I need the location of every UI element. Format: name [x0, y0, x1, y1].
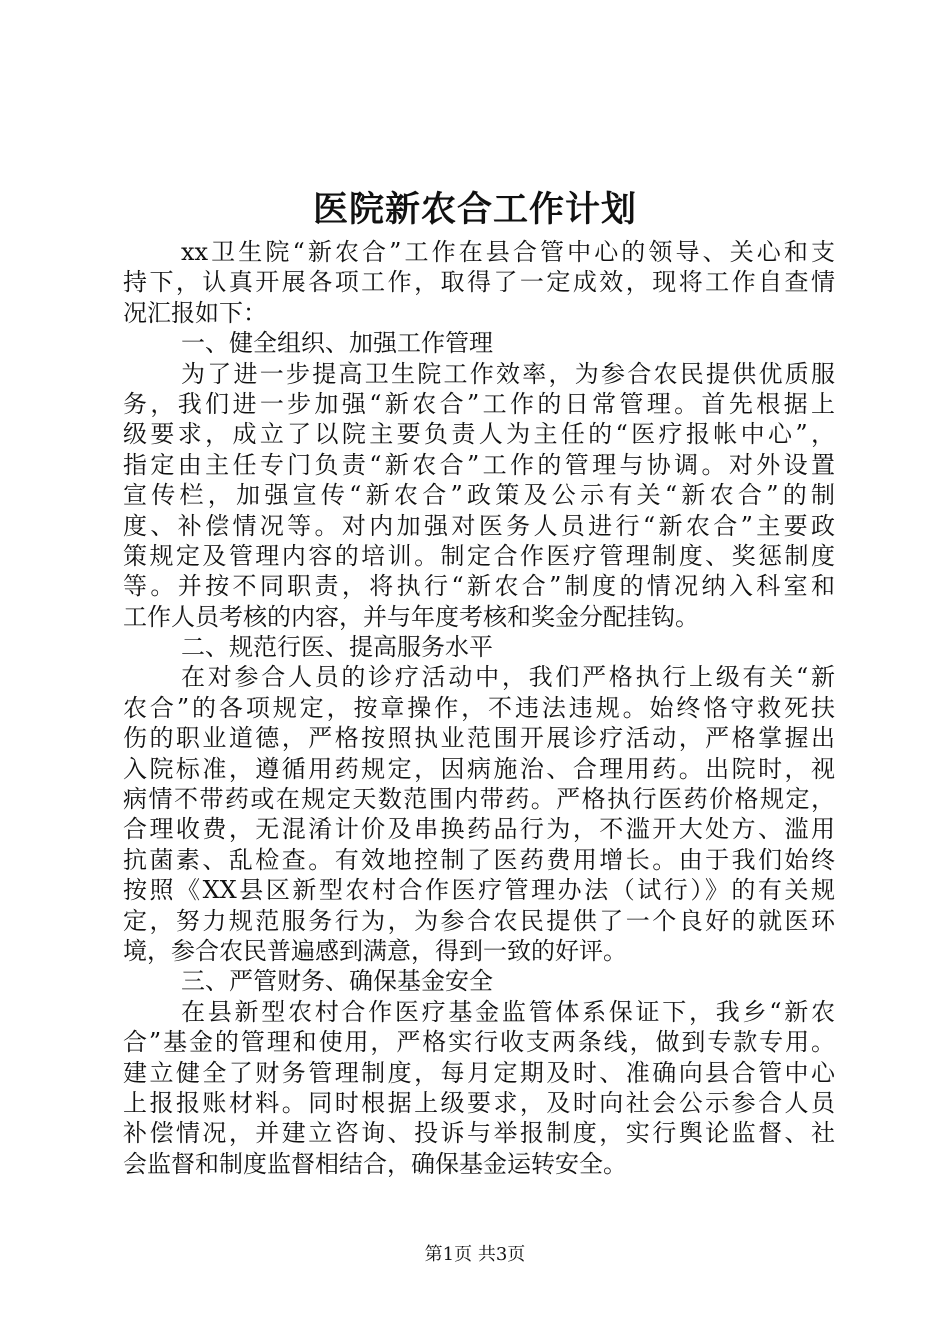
text-line: 级要求，成立了以院主要负责人为主任的“医疗报帐中心”，	[123, 420, 835, 449]
text-line: 工作人员考核的内容，并与年度考核和奖金分配挂钩。	[123, 602, 699, 631]
text-line: 务，我们进一步加强“新农合”工作的日常管理。首先根据上	[123, 389, 835, 418]
text-line: 合”基金的管理和使用，严格实行收支两条线，做到专款专用。	[123, 1028, 835, 1057]
text-line: 一、健全组织、加强工作管理	[181, 329, 493, 358]
text-line: xx卫生院“新农合”工作在县合管中心的领导、关心和支	[181, 238, 835, 266]
text-line: 补偿情况，并建立咨询、投诉与举报制度，实行舆论监督、社	[123, 1119, 835, 1148]
text-line: 指定由主任专门负责“新农合”工作的管理与协调。对外设置	[123, 450, 835, 479]
text-line: 伤的职业道德，严格按照执业范围开展诊疗活动，严格掌握出	[123, 724, 835, 753]
text-line: 上报报账材料。同时根据上级要求，及时向社会公示参合人员	[123, 1088, 835, 1117]
text-line: 按照《XX县区新型农村合作医疗管理办法（试行）》的有关规	[123, 876, 835, 905]
text-line: 合理收费，无混淆计价及串换药品行为，不滥开大处方、滥用	[123, 815, 835, 844]
text-line: 况汇报如下：	[123, 298, 267, 327]
text-line: 二、规范行医、提高服务水平	[181, 633, 493, 662]
text-line: 为了进一步提高卫生院工作效率，为参合农民提供优质服	[181, 359, 835, 388]
text-line: 在对参合人员的诊疗活动中，我们严格执行上级有关“新	[181, 663, 835, 692]
document-body	[123, 237, 835, 1179]
text-line: 抗菌素、乱检查。有效地控制了医药费用增长。由于我们始终	[123, 845, 835, 874]
text-line: 度、补偿情况等。对内加强对医务人员进行“新农合”主要政	[123, 511, 835, 540]
text-line: 入院标准，遵循用药规定，因病施治、合理用药。出院时，视	[123, 754, 835, 783]
page-footer: 第1页 共3页	[424, 1244, 526, 1265]
text-line: 在县新型农村合作医疗基金监管体系保证下，我乡“新农	[181, 997, 835, 1026]
text-line: 农合”的各项规定，按章操作，不违法违规。始终恪守救死扶	[123, 693, 835, 722]
text-line: 境，参合农民普遍感到满意，得到一致的好评。	[123, 936, 627, 965]
text-line: 定，努力规范服务行为，为参合农民提供了一个良好的就医环	[123, 906, 835, 935]
text-line: 持下，认真开展各项工作，取得了一定成效，现将工作自查情	[123, 268, 835, 297]
text-line: 病情不带药或在规定天数范围内带药。严格执行医药价格规定，	[123, 785, 835, 814]
document-title: 医院新农合工作计划	[312, 189, 637, 230]
text-line: 三、严管财务、确保基金安全	[181, 967, 493, 996]
text-line: 等。并按不同职责，将执行“新农合”制度的情况纳入科室和	[123, 572, 835, 601]
text-line: 宣传栏，加强宣传“新农合”政策及公示有关“新农合”的制	[123, 481, 835, 510]
text-line: 策规定及管理内容的培训。制定合作医疗管理制度、奖惩制度	[123, 541, 835, 570]
text-line: 建立健全了财务管理制度，每月定期及时、准确向县合管中心	[123, 1058, 835, 1087]
text-line: 会监督和制度监督相结合，确保基金运转安全。	[123, 1149, 627, 1178]
